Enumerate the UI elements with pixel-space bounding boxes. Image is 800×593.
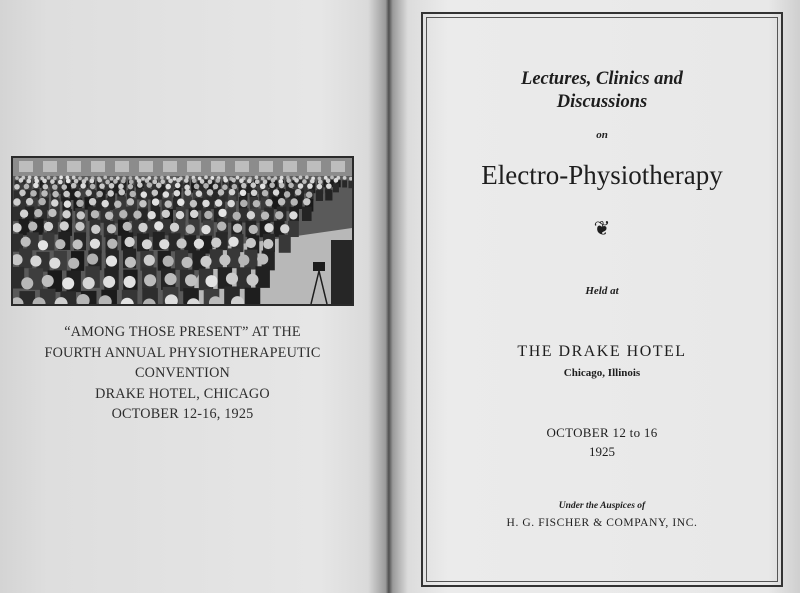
title-on: on: [596, 129, 608, 141]
caption-line-2: FOURTH ANNUAL PHYSIOTHERAPEUTIC: [44, 344, 321, 361]
caption-line-4: DRAKE HOTEL, CHICAGO: [95, 385, 270, 402]
hotel-name: THE DRAKE HOTEL: [517, 343, 687, 360]
caption-line-1: “AMONG THOSE PRESENT” AT THE: [64, 324, 301, 340]
event-dates: OCTOBER 12 to 16: [546, 425, 658, 440]
caption-line-3: CONVENTION: [135, 365, 230, 381]
title-line-1: Lectures, Clinics and: [521, 69, 683, 89]
auspices-label: Under the Auspices of: [558, 501, 646, 511]
company-name: H. G. FISCHER & COMPANY, INC.: [506, 517, 698, 529]
title-line-2: Discussions: [556, 92, 648, 112]
title-block: [421, 68, 783, 114]
caption-line-5: OCTOBER 12-16, 1925: [111, 406, 254, 422]
main-title: Electro-Physiotherapy: [481, 160, 723, 190]
audience-photo-image: [13, 158, 352, 304]
hotel-city: Chicago, Illinois: [563, 367, 641, 379]
photo-caption: [11, 322, 354, 425]
right-page: [390, 0, 800, 593]
held-at-label: Held at: [585, 285, 619, 297]
left-page: [0, 0, 386, 593]
event-year: 1925: [589, 444, 615, 459]
fleuron-ornament-icon: ❦: [593, 218, 611, 240]
audience-photo: [11, 156, 354, 306]
